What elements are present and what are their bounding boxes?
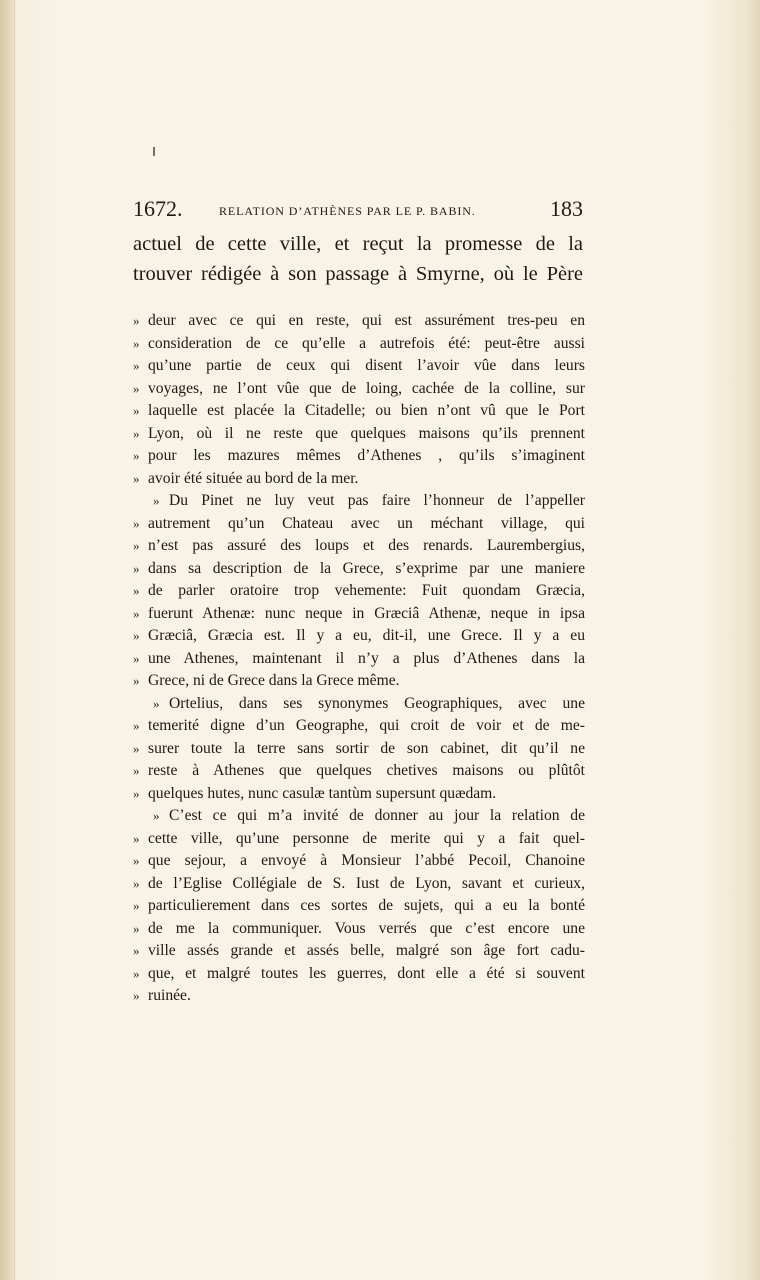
quote-line-text: reste à Athenes que quelques chetives maisons ou plûtôt: [148, 762, 585, 779]
quote-line: [133, 873, 585, 896]
quote-line-text: de l’Eglise Collégiale de S. Iust de Lyon, savant et curieux,: [148, 874, 585, 892]
quote-mark: »: [133, 515, 140, 531]
quote-line: [133, 355, 585, 378]
quote-line-text: de parler oratoire trop vehemente: Fuit quondam Græcia,: [148, 582, 585, 599]
quote-line-text: pour les mazures mêmes d’Athenes , qu’ils s’imaginent: [148, 447, 585, 464]
quote-line: [133, 310, 585, 333]
quote-line-text: particulierement dans ces sortes de sujets, qui a eu la bonté: [148, 897, 585, 914]
quote-line-text: temerité digne d’un Geographe, qui croit de voir et de me-: [148, 717, 585, 734]
quote-mark: »: [133, 313, 140, 328]
quote-mark: »: [133, 763, 140, 778]
quote-line: [133, 445, 585, 468]
quote-line-text: quelques hutes, nunc casulæ tantùm supersunt quædam.: [148, 784, 497, 802]
quote-line: [133, 558, 585, 581]
quote-line: [133, 850, 585, 873]
quote-line: [133, 715, 585, 738]
quote-mark: »: [133, 425, 140, 441]
quote-mark: »: [133, 583, 140, 598]
quote-line-text: cette ville, qu’une personne de merite qui y a fait quel-: [148, 829, 585, 847]
quote-line: [133, 333, 585, 356]
quote-line: [133, 693, 585, 716]
quote-mark: »: [133, 380, 140, 396]
quote-line-text: ville assés grande et assés belle, malgré son âge fort cadu-: [148, 942, 585, 959]
quote-mark: »: [133, 875, 140, 891]
quote-line: [133, 378, 585, 401]
quote-line: [133, 940, 585, 963]
quote-mark: »: [133, 718, 140, 733]
quote-line-text: Du Pinet ne luy veut pas faire l’honneur de l’appeller: [169, 492, 585, 509]
ink-speck: [153, 147, 155, 156]
quote-line-text: consideration de ce qu’elle a autrefois été: peut-être aussi: [148, 334, 585, 352]
quote-mark: »: [133, 335, 140, 351]
quote-mark: »: [133, 898, 140, 913]
quote-line: [133, 490, 585, 513]
quote-mark: »: [133, 965, 140, 981]
quote-mark: »: [153, 808, 160, 823]
quote-mark: »: [133, 988, 140, 1003]
quote-line-text: Lyon, où il ne reste que quelques maisons qu’ils prennent: [148, 424, 585, 442]
quote-line-text: Græciâ, Græcia est. Il y a eu, dit-il, une Grece. Il y a eu: [148, 627, 585, 644]
quote-line-text: autrement qu’un Chateau avec un méchant village, qui: [148, 514, 585, 532]
quote-line: [133, 423, 585, 446]
quote-mark: »: [133, 560, 140, 576]
quote-mark: »: [133, 448, 140, 463]
quote-line: [133, 828, 585, 851]
quote-line-text: C’est ce qui m’a invité de donner au jour la relation de: [169, 807, 585, 824]
quote-line: [133, 580, 585, 603]
quote-line-text: surer toute la terre sans sortir de son cabinet, dit qu’il ne: [148, 739, 585, 757]
quote-line: [133, 468, 585, 491]
quote-line-text: dans sa description de la Grece, s’exprime par une maniere: [148, 559, 585, 577]
quote-line: [133, 895, 585, 918]
quote-line: [133, 625, 585, 648]
quote-line: [133, 513, 585, 536]
quote-line-text: ruinée.: [148, 987, 191, 1004]
quote-mark: »: [133, 538, 140, 553]
quote-line: [133, 738, 585, 761]
quote-line-text: Ortelius, dans ses synonymes Geographiques, avec une: [169, 694, 585, 712]
quote-line: [133, 918, 585, 941]
body-line-1: actuel de cette ville, et reçut la promesse de la: [133, 233, 583, 255]
quote-line-text: que sejour, a envoyé à Monsieur l’abbé Pecoil, Chanoine: [148, 852, 585, 869]
quote-line: [133, 535, 585, 558]
quote-mark: »: [153, 695, 160, 711]
quoted-passage: [133, 310, 585, 1008]
quote-mark: »: [153, 493, 160, 508]
body-line-2: trouver rédigée à son passage à Smyrne, où le Père: [133, 263, 583, 285]
quote-line: [133, 783, 585, 806]
quote-mark: »: [133, 943, 140, 958]
quote-line-text: n’est pas assuré des loups et des renards. Laurembergius,: [148, 537, 585, 554]
quote-mark: »: [133, 650, 140, 666]
quote-mark: »: [133, 920, 140, 936]
header-title: RELATION D’ATHÈNES PAR LE P. BABIN.: [219, 204, 476, 218]
quote-mark: »: [133, 673, 140, 688]
quote-mark: »: [133, 605, 140, 621]
quote-line-text: laquelle est placée la Citadelle; ou bien n’ont vû que le Port: [148, 402, 585, 419]
quote-line: [133, 400, 585, 423]
page-gutter: [0, 0, 15, 1280]
quote-line: [133, 985, 585, 1008]
quote-line-text: une Athenes, maintenant il n’y a plus d’Athenes dans la: [148, 649, 585, 667]
quote-line: [133, 670, 585, 693]
quote-mark: »: [133, 470, 140, 486]
quote-line-text: voyages, ne l’ont vûe que de loing, cachée de la colline, sur: [148, 379, 585, 397]
page-number: 183: [550, 196, 583, 221]
quote-line: [133, 648, 585, 671]
quote-mark: »: [133, 740, 140, 756]
quote-line-text: deur avec ce qui en reste, qui est assurément tres-peu en: [148, 312, 585, 329]
header-year: 1672.: [133, 196, 183, 221]
quote-mark: »: [133, 785, 140, 801]
quote-line-text: qu’une partie de ceux qui disent l’avoir vûe dans leurs: [148, 357, 585, 374]
quote-line-text: que, et malgré toutes les guerres, dont elle a été si souvent: [148, 964, 585, 982]
quote-line-text: de me la communiquer. Vous verrés que c’est encore une: [148, 919, 585, 937]
quote-mark: »: [133, 628, 140, 643]
quote-line-text: avoir été située au bord de la mer.: [148, 469, 359, 487]
quote-line-text: Grece, ni de Grece dans la Grece même.: [148, 672, 400, 689]
quote-line: [133, 603, 585, 626]
quote-mark: »: [133, 358, 140, 373]
quote-line: [133, 760, 585, 783]
quote-line-text: fuerunt Athenæ: nunc neque in Græciâ Athenæ, neque in ipsa: [148, 604, 585, 622]
quote-mark: »: [133, 853, 140, 868]
quote-line: [133, 805, 585, 828]
quote-line: [133, 963, 585, 986]
quote-mark: »: [133, 830, 140, 846]
running-head: [133, 196, 583, 226]
quote-mark: »: [133, 403, 140, 418]
